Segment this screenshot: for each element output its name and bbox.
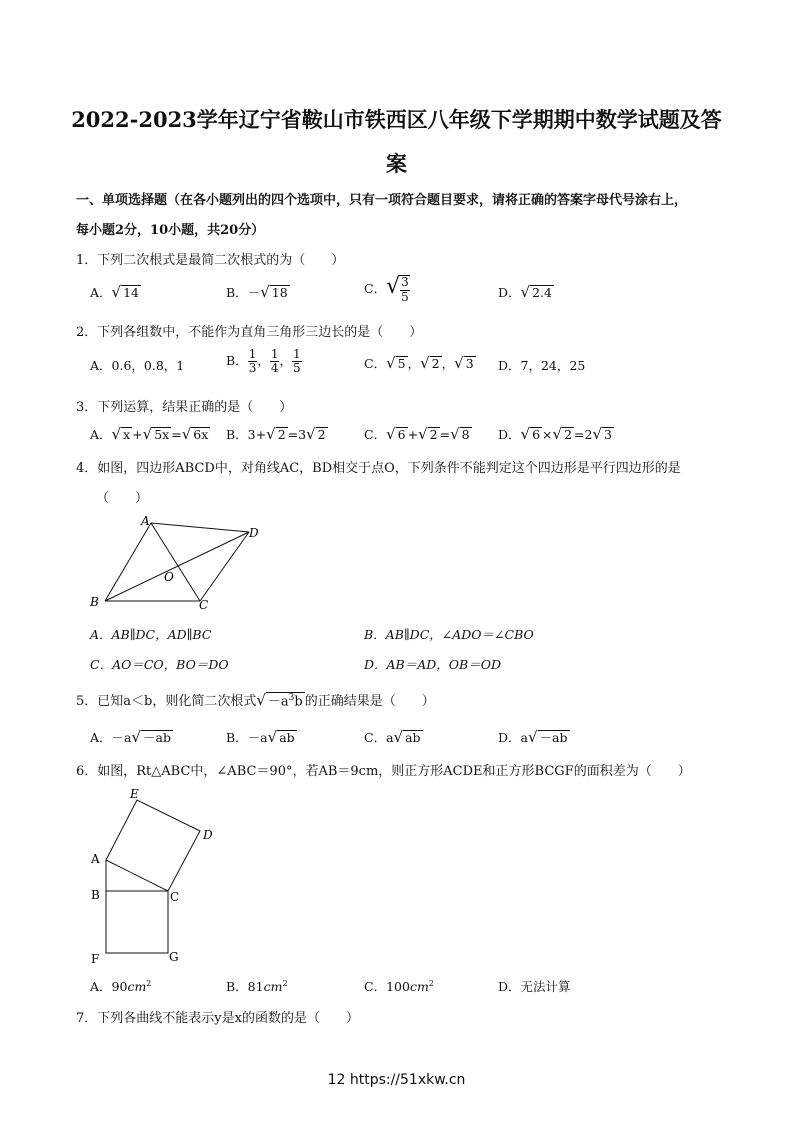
label-C: C [199, 598, 209, 612]
q2-c-r1: 5 [397, 356, 406, 371]
diagonal-BD [105, 532, 249, 601]
equals: = [171, 427, 182, 442]
sqrt-icon: √ [450, 425, 460, 443]
q5-rad-pre: －a [267, 694, 289, 709]
q2-b-f3-den: 5 [293, 361, 301, 376]
q2-b-f1-den: 3 [248, 361, 257, 376]
label-A: A [91, 852, 100, 866]
sqrt-icon: √ [267, 728, 278, 746]
q1-a-label: A． [90, 285, 112, 300]
q1-d-radicand: 2.4 [532, 285, 552, 300]
sqrt-icon: √ [520, 283, 531, 301]
q2-option-c[interactable] [364, 354, 476, 372]
q5-a-label: A．－a [90, 730, 132, 745]
comma: ， [279, 353, 292, 369]
q1-b-label: B．－ [226, 285, 261, 300]
q2-b-label: B． [226, 353, 248, 369]
plus: + [407, 427, 419, 442]
q2-c-label: C． [364, 356, 387, 371]
q5-d-radicand: －ab [539, 730, 568, 745]
q6-c-label: C．100 [364, 979, 410, 994]
edge-CD [200, 532, 249, 601]
q3-a-r1: x [123, 427, 131, 442]
q3-c-label: C． [364, 427, 387, 442]
q1-c-denominator: 5 [401, 289, 409, 304]
q5-stem-pre: 5．已知a＜b，则化简二次根式 [76, 694, 257, 709]
q3-a-r2: 5x [154, 427, 170, 442]
q5-rad-exp: 3 [288, 692, 295, 703]
q3-c-r2: 2 [429, 427, 438, 442]
q4-parallelogram-figure [85, 510, 275, 615]
q2-b-f2-den: 4 [270, 361, 279, 376]
q2-c-r2: 2 [431, 356, 440, 371]
question-1-stem: 1．下列二次根式是最简二次根式的为（ ） [76, 253, 345, 268]
square-BCGF [106, 891, 168, 953]
q2-option-b[interactable] [226, 348, 302, 375]
q4-option-b[interactable]: B．AB∥DC，∠ADO＝∠CBO [364, 627, 534, 642]
label-C: C [170, 890, 180, 904]
q5-c-label: C．a [364, 730, 394, 745]
q6-a-label: A．90 [90, 979, 128, 994]
q1-d-label: D． [498, 285, 521, 300]
q1-c-numerator: 3 [401, 275, 409, 290]
q6-option-d[interactable]: D．无法计算 [498, 979, 571, 994]
q2-b-frac3 [292, 348, 302, 375]
q5-c-radicand: ab [405, 730, 421, 745]
q3-a-label: A． [90, 427, 112, 442]
label-D: D [249, 526, 259, 540]
q6-a-unit-exp: 2 [146, 978, 152, 988]
section-header-line1: 一、单项选择题（在各小题列出的四个选项中，只有一项符合题目要求，请将正确的答案字母代号涂右上， [76, 193, 688, 208]
sqrt-icon: √ [386, 354, 396, 372]
q1-option-d[interactable] [498, 283, 554, 301]
q6-option-c[interactable] [364, 977, 434, 995]
q5-stem-post: 的正确结果是（ ） [304, 694, 435, 709]
q2-b-f2-num: 1 [270, 347, 279, 361]
q4-option-c[interactable]: C．AO＝CO，BO＝DO [90, 657, 229, 672]
sqrt-icon: √ [592, 425, 603, 443]
sqrt-icon: √ [527, 728, 538, 746]
comma: ， [441, 356, 455, 371]
q6-option-a[interactable] [90, 977, 151, 995]
page-title-line2: 案 [386, 151, 407, 176]
sqrt-icon: √ [520, 425, 531, 443]
q5-rad-post: b [294, 694, 303, 709]
q2-option-d[interactable]: D．7，24，25 [498, 358, 586, 373]
question-4-stem: 4．如图，四边形ABCD中，对角线AC，BD相交于点O，下列条件不能判定这个四边形是平行四边形的是 [76, 461, 681, 476]
q1-option-a[interactable] [90, 283, 141, 301]
equals: = [439, 427, 451, 442]
sqrt-icon: √ [454, 354, 464, 372]
q3-a-r3: 6x [193, 427, 209, 442]
label-E: E [130, 787, 139, 801]
sqrt-icon: √ [181, 425, 192, 443]
q5-option-a[interactable] [90, 728, 173, 746]
q2-b-f3-num: 1 [293, 347, 301, 361]
q1-c-fraction [400, 275, 410, 303]
q3-d-r3: 3 [604, 427, 612, 442]
question-4-paren: （ ） [96, 491, 149, 506]
q3-b-mid: =3 [287, 427, 307, 442]
question-5-stem [76, 690, 435, 710]
q5-b-radicand: ab [279, 730, 295, 745]
sqrt-icon: √ [306, 425, 316, 443]
q5-option-b[interactable] [226, 728, 297, 746]
sqrt-icon: √ [386, 274, 401, 299]
q5-option-d[interactable] [498, 728, 570, 746]
q3-d-r1: 6 [532, 427, 541, 442]
plus: + [132, 427, 143, 442]
diagonal-AC [151, 523, 200, 601]
q1-option-b[interactable] [226, 283, 290, 301]
q2-b-f1-num: 1 [248, 347, 257, 361]
q2-c-r3: 3 [465, 356, 474, 371]
q5-option-c[interactable] [364, 728, 423, 746]
q6-b-unit-exp: 2 [282, 978, 288, 988]
section-header-line2: 每小题2分，10小题，共20分） [76, 223, 265, 238]
q3-d-r2: 2 [564, 427, 573, 442]
q1-a-radicand: 14 [123, 285, 139, 300]
q6-option-b[interactable] [226, 977, 288, 995]
q3-d-mid: =2 [574, 427, 593, 442]
q3-option-d[interactable] [498, 425, 614, 443]
q3-option-b[interactable] [226, 425, 328, 443]
q6-c-unit: cm [409, 979, 429, 994]
q3-b-label: B．3+ [226, 427, 267, 442]
q3-d-label: D． [498, 427, 521, 442]
sqrt-icon: √ [418, 425, 428, 443]
question-2-stem: 2．下列各组数中，不能作为直角三角形三边长的是（ ） [76, 325, 423, 340]
q1-c-label: C． [364, 281, 387, 296]
sqrt-icon: √ [111, 283, 122, 301]
question-7-stem: 7．下列各曲线不能表示y是x的函数的是（ ） [76, 1011, 359, 1026]
q1-option-c[interactable] [364, 274, 410, 304]
times: × [542, 427, 553, 442]
question-6-stem: 6．如图，Rt△ABC中，∠ABC＝90°，若AB＝9cm，则正方形ACDE和正方形BCGF的面积差为（ ） [76, 764, 691, 779]
comma: ， [407, 356, 421, 371]
label-D: D [203, 828, 213, 842]
sqrt-icon: √ [111, 425, 122, 443]
q3-option-a[interactable] [90, 425, 210, 443]
q3-b-r2: 2 [317, 427, 326, 442]
label-B: B [91, 888, 100, 902]
edge-AD [151, 523, 249, 532]
sqrt-icon: √ [420, 354, 430, 372]
q5-a-radicand: －ab [143, 730, 172, 745]
question-3-stem: 3．下列运算，结果正确的是（ ） [76, 400, 293, 415]
q5-d-label: D．a [498, 730, 528, 745]
q3-option-c[interactable] [364, 425, 472, 443]
q2-b-frac1 [248, 348, 258, 375]
q5-stem-radicand [266, 692, 305, 710]
label-B: B [90, 595, 99, 609]
sqrt-icon: √ [142, 425, 153, 443]
label-O: O [164, 570, 174, 584]
square-ACDE [106, 800, 200, 891]
page-title-line1: 2022-2023学年辽宁省鞍山市铁西区八年级下学期期中数学试题及答 [71, 107, 722, 132]
q6-c-unit-exp: 2 [428, 978, 434, 988]
q3-c-r1: 6 [397, 427, 406, 442]
edge-AB [105, 523, 151, 601]
q1-b-radicand: 18 [271, 285, 288, 300]
label-F: F [91, 952, 100, 966]
sqrt-icon: √ [260, 283, 270, 301]
q4-option-d[interactable]: D．AB＝AD，OB＝OD [364, 657, 501, 672]
sqrt-icon: √ [552, 425, 563, 443]
q6-b-unit: cm [263, 979, 283, 994]
q6-b-label: B．81 [226, 979, 264, 994]
q5-b-label: B．－a [226, 730, 268, 745]
q6-a-unit: cm [127, 979, 147, 994]
sqrt-icon: √ [266, 425, 276, 443]
label-G: G [169, 950, 179, 964]
sqrt-icon: √ [131, 728, 142, 746]
q3-c-r3: 8 [461, 427, 470, 442]
q3-b-r1: 2 [277, 427, 286, 442]
sqrt-icon: √ [256, 691, 266, 709]
sqrt-icon: √ [393, 728, 404, 746]
q2-option-a[interactable]: A．0.6，0.8，1 [90, 358, 185, 373]
page-footer: 12 https://51xkw.cn [327, 1072, 466, 1088]
sqrt-icon: √ [386, 425, 396, 443]
q4-option-a[interactable]: A．AB∥DC，AD∥BC [90, 627, 212, 642]
label-A: A [141, 514, 150, 528]
comma: ， [257, 353, 270, 369]
q6-squares-figure [85, 783, 225, 968]
